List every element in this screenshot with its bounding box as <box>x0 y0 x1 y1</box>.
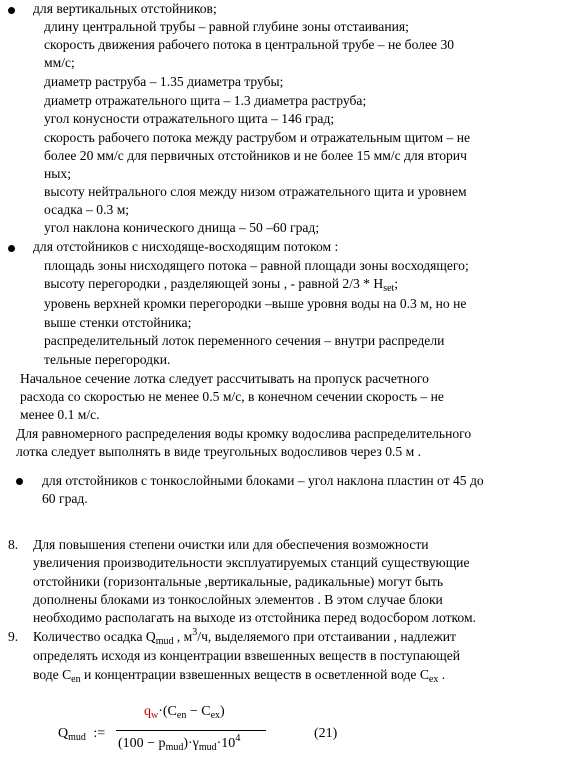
list-a-line: угол конусности отражательного щита – 146 град; <box>44 111 335 126</box>
formula-superscript: 4 <box>235 733 241 744</box>
list-a-line: скорость движения рабочего потока в центральной трубе – не более 30 <box>44 37 455 52</box>
formula-lhs <box>58 726 105 742</box>
item-8-line: дополнены блоками из тонкослойных элементов . В этом случае блоки <box>33 592 443 607</box>
paragraph-line: Начальное сечение лотка следует рассчитывать на пропуск расчетного <box>20 371 429 386</box>
formula-numerator <box>144 704 225 720</box>
list-a-intro: для вертикальных отстойников; <box>33 1 217 16</box>
formula-qw-subscript: w <box>151 710 159 721</box>
item-9-text: , м <box>173 629 193 644</box>
formula-q: Q <box>58 726 69 741</box>
list-a-line: диаметр раструба – 1.35 диаметра трубы; <box>44 74 284 89</box>
item-9-line <box>33 666 445 684</box>
formula-text: (100 − p <box>118 736 166 751</box>
formula-text: ) <box>220 704 225 719</box>
mud-subscript: mud <box>155 636 174 647</box>
list-c-line: 60 град. <box>42 491 88 506</box>
list-b-line-tail: ; <box>394 276 399 291</box>
item-9-line <box>33 628 456 646</box>
list-a-line: угол наклона конического днища – 50 –60 град; <box>44 220 320 235</box>
item-9-line: определять исходя из концентрации взвешенных веществ в поступающей <box>33 648 461 663</box>
list-b-line: уровень верхней кромки перегородки –выше уровня воды на 0.3 м, но не <box>44 296 467 311</box>
list-a-line: высоту нейтрального слоя между низом отражательного щита и уровнем <box>44 184 467 199</box>
formula-text: ·(C <box>158 704 177 719</box>
formula-lhs-subscript: mud <box>68 732 86 743</box>
list-b-line: тельные перегородки. <box>44 352 171 367</box>
list-a-line: длину центральной трубы – равной глубине зоны отстаивания; <box>44 19 409 34</box>
formula-qw: q <box>144 704 151 719</box>
formula-assign: := <box>93 726 106 741</box>
item-9-text: воде С <box>33 667 72 682</box>
formula-text: − C <box>186 704 211 719</box>
item-number: 9. <box>8 629 19 644</box>
bullet-icon <box>16 478 23 485</box>
list-a-line: скорость рабочего потока между раструбом и отражательным щитом – не <box>44 130 471 145</box>
list-b-line: площадь зоны нисходящего потока – равной площади зоны восходящего; <box>44 258 469 273</box>
list-b-line: выше стенки отстойника; <box>44 315 192 330</box>
item-8-line: увеличения производительности эксплуатируемых станций существующие <box>33 555 470 570</box>
cubic-superscript: 3 <box>192 627 198 638</box>
formula-subscript: mud <box>165 742 184 753</box>
paragraph-line: Для равномерного распределения воды кромку водослива распределительного <box>16 426 472 441</box>
formula-subscript: mud <box>198 742 217 753</box>
h-set-subscript: set <box>383 283 395 294</box>
equation-number: (21) <box>314 726 338 741</box>
item-9-text: Количество осадка Q <box>33 629 156 644</box>
formula-denominator <box>118 733 241 753</box>
list-a-line: более 20 мм/с для первичных отстойников и не более 15 мм/с для вторич <box>44 148 467 163</box>
bullet-icon <box>8 7 15 14</box>
list-b-intro: для отстойников с нисходяще-восходящим потоком : <box>33 239 339 254</box>
paragraph-line: лотка следует выполнять в виде треугольных водосливов через 0.5 м . <box>16 444 421 459</box>
ex-subscript: ex <box>428 674 439 685</box>
list-a-line: ных; <box>44 166 71 181</box>
formula-text: ·10 <box>216 736 236 751</box>
formula-subscript: en <box>176 710 187 721</box>
list-b-line-partition-height <box>44 275 398 293</box>
paragraph-line: менее 0.1 м/с. <box>20 407 100 422</box>
item-8-line: необходимо располагать на выходе из отстойника перед водосбором лотком. <box>33 610 476 625</box>
list-c-line: для отстойников с тонкослойными блоками – угол наклона пластин от 45 до <box>42 473 484 488</box>
list-a-line: осадка – 0.3 м; <box>44 202 130 217</box>
list-a-line: диаметр отражательного щита – 1.3 диаметра раструба; <box>44 93 367 108</box>
bullet-icon <box>8 245 15 252</box>
item-9-text: . <box>438 667 446 682</box>
item-number: 8. <box>8 537 19 552</box>
en-subscript: en <box>71 674 81 685</box>
formula-subscript: ex <box>210 710 221 721</box>
item-9-text: и концентрации взвешенных веществ в осветленной воде С <box>80 667 429 682</box>
item-9-text: /ч, выделяемого при отстаивании , надлежит <box>197 629 456 644</box>
item-8-line: отстойники (горизонтальные ,вертикальные, радикальные) могут быть <box>33 574 444 589</box>
formula-text: )·γ <box>183 736 199 751</box>
formula-21 <box>48 700 348 764</box>
list-b-line: распределительный лоток переменного сечения – внутри распредели <box>44 333 445 348</box>
item-8-line: Для повышения степени очистки или для обеспечения возможности <box>33 537 429 552</box>
list-a-line: мм/с; <box>44 55 75 70</box>
list-b-line-text: высоту перегородки , разделяющей зоны , - равной 2/3 * H <box>44 276 384 291</box>
paragraph-line: расхода со скоростью не менее 0.5 м/с, в конечном сечении скорость – не <box>20 389 444 404</box>
fraction-bar <box>116 730 266 731</box>
